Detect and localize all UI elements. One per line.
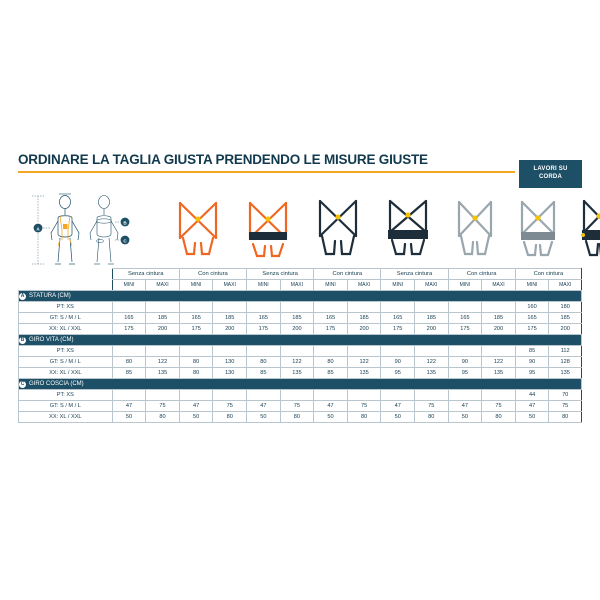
maxi-header-0: MAXI [146,280,180,291]
row-label: XX: XL / XXL [19,324,113,335]
belt-header-spacer [19,269,113,280]
cell [381,302,415,313]
cell: 80 [415,412,449,423]
cell: 80 [112,357,146,368]
cell: 165 [179,313,213,324]
cell [381,346,415,357]
cell: 175 [381,324,415,335]
cell [314,346,348,357]
cell: 135 [415,368,449,379]
cell: 50 [448,412,482,423]
row-label: GT: S / M / L [19,357,113,368]
cell: 165 [515,313,549,324]
cell: 85 [112,368,146,379]
cell: 50 [381,412,415,423]
section-c-label: GIRO COSCIA (CM) [29,380,84,387]
belt-header-0: Senza cintura [112,269,179,280]
cell: 47 [314,401,348,412]
cell [146,302,180,313]
row-label: XX: XL / XXL [19,368,113,379]
section-b-cell [19,335,582,346]
page-title: ORDINARE LA TAGLIA GIUSTA PRENDENDO LE MISURE GIUSTE [18,152,428,167]
row-label: GT: S / M / L [19,401,113,412]
cell: 80 [213,412,247,423]
cell: 95 [381,368,415,379]
cell: 85 [314,368,348,379]
section-a-badge: A [20,292,25,299]
cell: 75 [280,401,314,412]
cell [347,390,381,401]
section-header-c [19,379,582,390]
rope-work-line2: CORDA [539,174,562,180]
table-row [19,412,582,423]
cell: 185 [482,313,516,324]
cell [146,346,180,357]
cell: 85 [515,346,549,357]
cell: 175 [448,324,482,335]
section-a-cell [19,291,582,302]
section-b-label: GIRO VITA (CM) [29,336,74,343]
cell: 185 [549,313,582,324]
cell: 50 [314,412,348,423]
cell: 122 [415,357,449,368]
cell: 50 [247,412,281,423]
cell: 128 [549,357,582,368]
table-row [19,357,582,368]
cell: 175 [112,324,146,335]
cell: 47 [448,401,482,412]
section-a-label: STATURA (CM) [29,292,71,299]
cell [179,390,213,401]
cell: 50 [179,412,213,423]
cell: 200 [415,324,449,335]
cell: 180 [549,302,582,313]
belt-header-6: Con cintura [515,269,581,280]
mini-header-6: MINI [515,280,549,291]
cell: 80 [280,412,314,423]
cell: 44 [515,390,549,401]
cell: 122 [280,357,314,368]
cell [213,390,247,401]
svg-text:A: A [36,226,40,232]
section-c-cell [19,379,582,390]
maxi-header-3: MAXI [347,280,381,291]
mini-header-1: MINI [179,280,213,291]
cell [247,346,281,357]
cell: 175 [179,324,213,335]
cell: 200 [146,324,180,335]
cell: 80 [549,412,582,423]
cell: 70 [549,390,582,401]
row-label: PT: XS [19,390,113,401]
cell: 200 [347,324,381,335]
rope-work-line1: LAVORI SU [533,166,568,172]
table-row [19,346,582,357]
cell [482,302,516,313]
cell: 75 [213,401,247,412]
section-c-badge: C [20,380,25,387]
size-table [18,268,582,423]
cell [415,390,449,401]
title-underline [18,171,515,173]
cell: 80 [314,357,348,368]
cell: 85 [247,368,281,379]
harness-dark-no-belt-icon [303,188,373,268]
cell [314,390,348,401]
belt-header-1: Con cintura [179,269,246,280]
cell: 50 [112,412,146,423]
cell: 130 [213,368,247,379]
cell: 135 [482,368,516,379]
mini-header-0: MINI [112,280,146,291]
table-row [19,390,582,401]
harness-rope-with-belt-icon [569,188,600,268]
cell: 95 [448,368,482,379]
cell: 80 [247,357,281,368]
cell [146,390,180,401]
cell: 90 [448,357,482,368]
mini-header-4: MINI [381,280,415,291]
cell: 175 [247,324,281,335]
table-row [19,401,582,412]
cell: 200 [482,324,516,335]
section-b-badge: B [20,336,25,343]
cell [347,346,381,357]
cell: 80 [179,357,213,368]
cell: 160 [515,302,549,313]
mini-header-5: MINI [448,280,482,291]
cell: 185 [146,313,180,324]
table-row [19,324,582,335]
cell: 175 [314,324,348,335]
cell [448,346,482,357]
cell: 90 [381,357,415,368]
cell: 75 [146,401,180,412]
belt-header-3: Con cintura [314,269,381,280]
cell: 165 [112,313,146,324]
belt-header-2: Senza cintura [247,269,314,280]
maxi-header-5: MAXI [482,280,516,291]
maxi-header-6: MAXI [549,280,582,291]
cell: 90 [515,357,549,368]
cell: 47 [515,401,549,412]
maxi-header-4: MAXI [415,280,449,291]
cell [280,390,314,401]
mini-header-2: MINI [247,280,281,291]
svg-text:B: B [123,220,127,226]
cell: 95 [515,368,549,379]
cell [482,346,516,357]
cell [280,302,314,313]
cell [448,390,482,401]
harness-grey-no-belt-icon [443,188,507,268]
cell: 112 [549,346,582,357]
cell [482,390,516,401]
cell: 75 [549,401,582,412]
cell: 135 [549,368,582,379]
table-row [19,302,582,313]
row-label: XX: XL / XXL [19,412,113,423]
cell [247,302,281,313]
row-label: PT: XS [19,302,113,313]
mini-header-3: MINI [314,280,348,291]
cell: 80 [179,368,213,379]
page-title-wrap [18,152,518,167]
row-label: PT: XS [19,346,113,357]
cell: 50 [515,412,549,423]
cell: 135 [347,368,381,379]
cell: 185 [213,313,247,324]
section-header-b [19,335,582,346]
rope-work-badge [519,160,582,188]
cell [247,390,281,401]
cell [280,346,314,357]
cell [448,302,482,313]
cell: 80 [146,412,180,423]
cell: 47 [247,401,281,412]
cell: 122 [347,357,381,368]
cell [347,302,381,313]
cell: 185 [415,313,449,324]
cell: 165 [247,313,281,324]
section-header-a [19,291,582,302]
cell: 200 [213,324,247,335]
row-label: GT: S / M / L [19,313,113,324]
minmax-header-spacer [19,280,113,291]
cell [213,346,247,357]
cell: 175 [515,324,549,335]
belt-header-5: Con cintura [448,269,515,280]
harness-orange-with-belt-icon [233,188,303,268]
harness-dark-with-belt-icon [373,188,443,268]
cell: 75 [347,401,381,412]
cell [112,390,146,401]
cell: 165 [448,313,482,324]
belt-header-4: Senza cintura [381,269,448,280]
cell: 75 [415,401,449,412]
cell: 200 [549,324,582,335]
cell: 135 [280,368,314,379]
cell: 130 [213,357,247,368]
body-measurement-diagram [18,188,163,268]
cell: 165 [314,313,348,324]
cell [213,302,247,313]
cell: 200 [280,324,314,335]
cell [179,302,213,313]
table-row [19,313,582,324]
cell [381,390,415,401]
cell [179,346,213,357]
cell [314,302,348,313]
harness-orange-no-belt-icon [163,188,233,268]
cell: 165 [381,313,415,324]
cell: 75 [482,401,516,412]
cell: 122 [482,357,516,368]
table-row [19,368,582,379]
minmax-header-row [19,280,582,291]
cell [112,346,146,357]
cell: 47 [381,401,415,412]
cell: 80 [347,412,381,423]
illustration-band [18,188,582,268]
cell: 122 [146,357,180,368]
svg-text:C: C [123,238,127,244]
cell: 185 [280,313,314,324]
harness-grey-with-belt-icon [507,188,569,268]
cell [112,302,146,313]
maxi-header-1: MAXI [213,280,247,291]
cell: 185 [347,313,381,324]
cell: 135 [146,368,180,379]
cell: 47 [179,401,213,412]
cell: 47 [112,401,146,412]
cell [415,302,449,313]
cell [415,346,449,357]
cell: 80 [482,412,516,423]
maxi-header-2: MAXI [280,280,314,291]
belt-header-row [19,269,582,280]
